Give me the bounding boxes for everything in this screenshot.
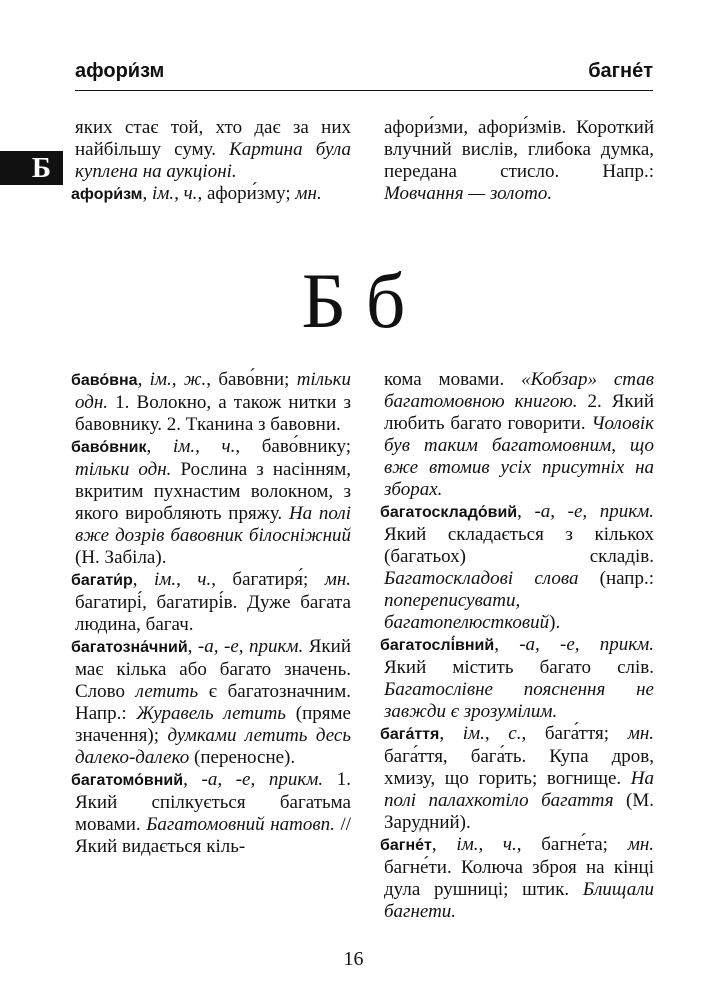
headword: баво́вник xyxy=(71,439,147,456)
headword: багне́т xyxy=(380,837,432,854)
top-left-column xyxy=(71,117,351,206)
letter-section-heading: Б б xyxy=(301,257,406,344)
entry-bahatoskladovyi: багатоскладо́вий, -а, -е, прикм. Який складається з кількох (багатьох) складів. Багатоскладові слова (напр.: попереписувати, багатопелюстковий). xyxy=(380,501,655,633)
header-rule xyxy=(75,90,653,91)
continued-entry: яких стає той, хто дає за них найбільшу суму. Картина була куплена на аукціоні. xyxy=(75,117,351,182)
running-header xyxy=(75,60,653,90)
entry-bahatomovnyi: багатомо́вний, -а, -е, прикм. 1. Який спілкується багатьма мовами. Багатомовний натовп. // Який видається кіль- xyxy=(71,769,352,857)
headword: баво́вна xyxy=(71,372,138,389)
header-left-word: афори́зм xyxy=(75,60,165,82)
headword: афори́зм xyxy=(71,186,143,203)
headword: бага́ття xyxy=(380,726,440,743)
headword: багатозна́чний xyxy=(71,639,188,656)
continued-entry: кома мовами. «Кобзар» став багатомовною книгою. 2. Який любить багато говорити. Чоловік був таким багатомовним, що вже втомив усіх присутніх на зборах. xyxy=(384,369,654,500)
entry-bahatyr: багати́р, ім., ч., багатиря́; мн. багатирі́, багатирі́в. Дуже багата людина, багач. xyxy=(71,569,352,635)
entry-bahnet: багне́т, ім., ч., багне́та; мн. багне́ти. Колюча зброя на кінці дула рушниці; штик. Блищали багнети. xyxy=(380,834,654,922)
top-right-column xyxy=(384,117,654,205)
continued-entry: афори́зми, афори́змів. Короткий влучний вислів, глибока думка, передана стисло. Напр.: Мовчання — золото. xyxy=(384,117,654,204)
headword: багатослі́вний xyxy=(380,637,495,654)
headword: багати́р xyxy=(71,572,133,589)
left-column xyxy=(71,369,352,858)
headword: багатоскладо́вий xyxy=(380,504,518,521)
header-right-word: багне́т xyxy=(588,60,653,82)
page-number: 16 xyxy=(343,948,364,970)
entry-bavovnyk: баво́вник, ім., ч., баво́внику; тільки одн. Рослина з насінням, вкритим пухнастим волокном, з якого виробляють пряжу. На полі вже дозрів бавовник білосніжний (Н. Забіла). xyxy=(71,436,352,568)
entry-bahatoznachnyi: багатозна́чний, -а, -е, прикм. Який має кілька або багато значень. Слово летить є багатозначним. Напр.: Журавель летить (пряме значення); думками летить десь далеко-далеко (переносне). xyxy=(71,636,351,768)
letter-thumb-tab: Б xyxy=(0,151,63,185)
right-column xyxy=(380,369,655,923)
entry-aforyzm: афори́зм, ім., ч., афори́зму; мн. xyxy=(71,183,322,204)
headword: багатомо́вний xyxy=(71,772,184,789)
entry-bahatoslivnyi: багатослі́вний, -а, -е, прикм. Який містить багато слів. Багатослівне пояснення не завжди є зрозумілим. xyxy=(380,634,655,722)
entry-bahattia: бага́ття, ім., с., бага́ття; мн. бага́ття, бага́ть. Купа дров, хмизу, що горить; вогнище. На полі палахкотіло багаття (М. Зарудний). xyxy=(380,723,654,833)
entry-bavovna: баво́вна, ім., ж., баво́вни; тільки одн. 1. Волокно, а також нитки з бавовнику. 2. Тканина з бавовни. xyxy=(71,369,352,435)
